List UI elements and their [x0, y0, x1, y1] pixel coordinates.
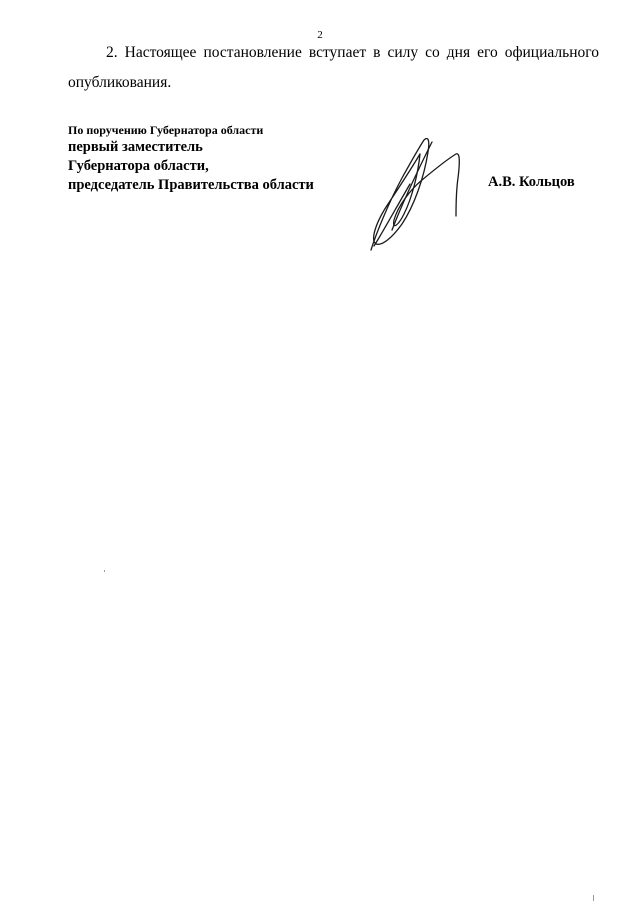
signature-position-line-3: председатель Правительства области [68, 177, 314, 193]
paragraph-effective-date: 2. Настоящее постановление вступает в силу со дня его официального опубликования. [68, 44, 599, 91]
signature-position-line-2: Губернатора области, [68, 158, 209, 174]
signer-name: А.В. Кольцов [488, 174, 575, 190]
handwritten-signature [362, 134, 474, 256]
scan-speck [593, 895, 594, 901]
signature-block [68, 122, 368, 195]
signature-position-line-1: первый заместитель [68, 139, 203, 155]
scan-speck [104, 570, 105, 572]
page-number: 2 [317, 29, 323, 41]
signature-authority-line: По поручению Губернатора области [68, 123, 264, 137]
